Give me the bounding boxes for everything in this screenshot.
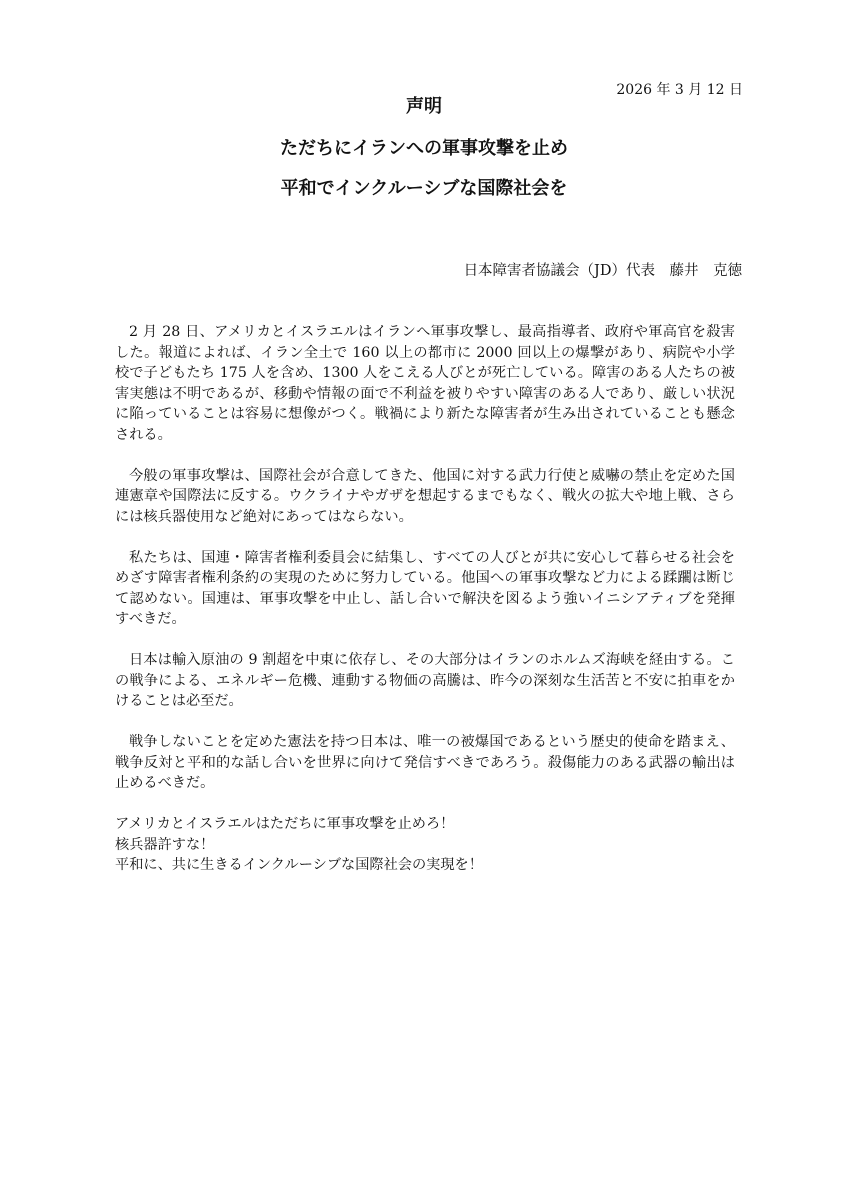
- paragraph-4: 日本は輸入原油の 9 割超を中東に依存し、その大部分はイランのホルムズ海峡を経由する。この戦争による、エネルギー危機、連動する物価の高騰は、昨今の深刻な生活苦と不安に拍車をかけることは必至だ。: [115, 652, 735, 709]
- paragraph-3: 私たちは、国連・障害者権利委員会に結集し、すべての人びとが共に安心して暮らせる社会をめざす障害者権利条約の実現のために努力している。他国への軍事攻撃など力による蹂躙は断じて認めない。国連は、軍事攻撃を中止し、話し合いで解決を図るよう強いイニシアティブを発揮すべきだ。: [115, 549, 735, 627]
- closing-slogans: [115, 814, 735, 876]
- paragraph-2: 今般の軍事攻撃は、国際社会が合意してきた、他国に対する武力行使と威嚇の禁止を定めた国連憲章や国際法に反する。ウクライナやガザを想起するまでもなく、戦火の拡大や地上戦、さらには核兵器使用など絶対にあってはならない。: [115, 467, 735, 525]
- title-line-1: ただちにイランへの軍事攻撃を止め: [280, 138, 568, 159]
- author-line: 日本障害者協議会（JD）代表 藤井 克徳: [463, 263, 742, 279]
- slogan-3: 平和に、共に生きるインクルーシブな国際社会の実現を！: [115, 857, 483, 873]
- document-heading: 声明: [406, 96, 442, 117]
- slogan-1: アメリカとイスラエルはただちに軍事攻撃を止めろ！: [115, 816, 455, 832]
- paragraph-5: 戦争しないことを定めた憲法を持つ日本は、唯一の被爆国であるという歴史的使命を踏まえ、戦争反対と平和的な話し合いを世界に向けて発信すべきであろう。殺傷能力のある武器の輸出は止めるべきだ。: [115, 734, 735, 791]
- title-line-2: 平和でインクルーシブな国際社会を: [280, 178, 568, 199]
- paragraph-1: 2 月 28 日、アメリカとイスラエルはイランへ軍事攻撃し、最高指導者、政府や軍高官を殺害した。報道によれば、イラン全土で 160 以上の都市に 2000 回以上の爆撃があり、病院や小学校で子どもたち 175 人を含め、1300 人をこえる人びとが死亡している。障害のある人たちの被害実態は不明であるが、移動や情報の面で不利益を被りやすい障害のある人であり、厳しい状況に陥っていることは容易に想像がつく。戦禍により新たな障害者が生み出されていることも懸念される。: [115, 324, 735, 443]
- slogan-2: 核兵器許すな！: [115, 836, 215, 853]
- statement-body: [115, 322, 735, 876]
- document-date: 2026 年 3 月 12 日: [616, 82, 743, 98]
